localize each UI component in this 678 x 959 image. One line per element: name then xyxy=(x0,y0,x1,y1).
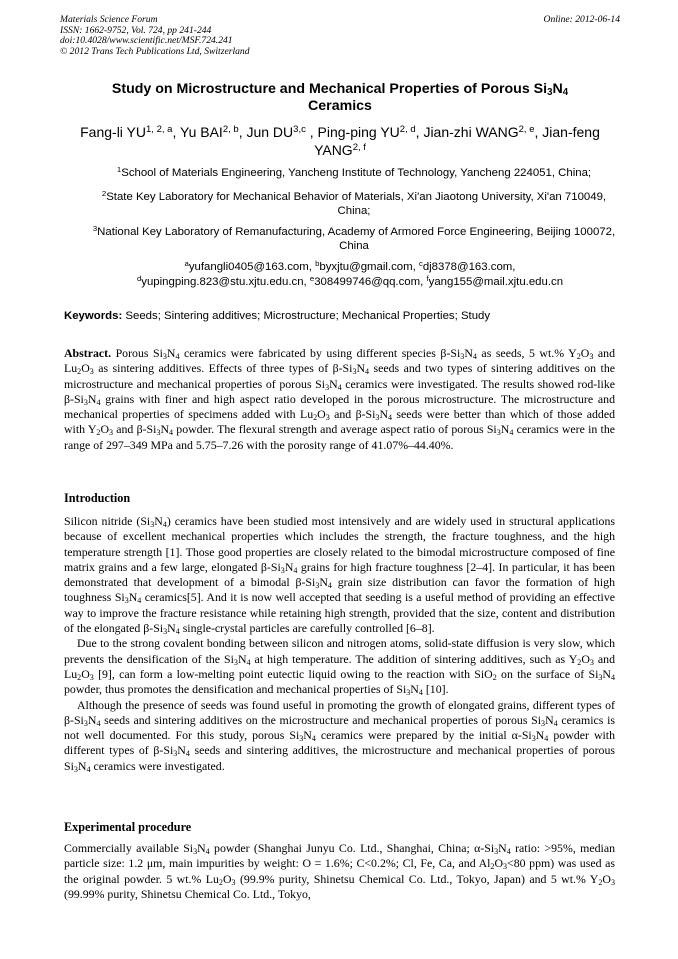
online-date: Online: 2012-06-14 xyxy=(543,14,620,25)
keywords xyxy=(64,310,624,322)
author: Ping-ping YU xyxy=(317,124,400,140)
paragraph: Silicon nitride $(Si_3N_4)$ ceramics have been studied most intensively and are widely used in structural applications because of excellent mechanical properties which includes the strength, the fracture toughness, and the high temperature strength [1]. Those good properties are closely related to the bimodal microstructure composed of fine matrix grains and a few large, elongated $\beta-Si_3N_4$ grains for high fracture toughness [2–4]. In particular, it has been demonstrated that development of a bimodal $\beta-Si_3N_4$ grain size distribution can favor the formation of high toughness $Si_3N_4$ ceramics[5]. And it is now well accepted that seeding is a useful method of providing an effective way to improve the fracture resistance while retaining high strength, provided that the size, content and distribution of the elongated $\beta-Si_3N_4$ single-crystal particles are carefully controlled [6–8]. xyxy=(64,514,615,636)
abstract-label: Abstract. xyxy=(64,346,112,360)
email-link[interactable]: dj8378@163.com, xyxy=(422,261,516,273)
email-list: $^a$yufangli0405@163.com, $^b$byxjtu@gmail.com, $^c$dj8378@163.com, $^d$yupingping.823@stu.xjtu.edu.cn, $^e$308499746@qq.com, $^f$yang155@mail.xjtu.edu.cn xyxy=(136,258,564,288)
author: Yu BAI xyxy=(180,124,223,140)
copyright-line: © 2012 Trans Tech Publications Ltd, Switzerland xyxy=(60,45,250,57)
section-heading-experimental: Experimental procedure xyxy=(64,820,192,834)
author-list: Fang-li YU$^{1, 2, a}$, Yu BAI$^{2, b}$, Jun DU$^{3,c}$ , Ping-ping YU$^{2, d}$, Jian-zhi WANG$^{2, e}$, Jian-feng YANG$^{2, f}$ xyxy=(80,123,600,158)
abstract-text: Porous $Si_3N_4$ ceramics were fabricated by using different species $\beta-Si_3N_4$ as seeds, 5 wt.% $Y_2O_3$ and $Lu_2O_3$ as sintering additives. Effects of three types of $\beta-Si_3N_4$ seeds and two types of sintering additives on the microstructure and mechanical properties of porous $Si_3N_4$ ceramics were investigated. The results showed rod-like $\beta-Si_3N_4$ grains with finer and high aspect ratio developed in the porous microstructure. The microstructure and mechanical properties of specimens added with $Lu_2O_3$ and $\beta-Si_3N_4$ seeds were better than which of those added with $Y_2O_3$ and $\beta-Si_3N_4$ powder. The flexural strength and average aspect ratio of porous $Si_3N_4$ ceramics were in the range of 297–349 MPa and 5.75–7.26 with the porosity range of 41.07%–44.40%. xyxy=(64,346,616,452)
paper-title: Study on Microstructure and Mechanical Properties of Porous $Si_3N_4$ Ceramics xyxy=(111,81,569,114)
issn-line: ISSN: 1662-9752, Vol. 724, pp 241-244 xyxy=(60,24,212,36)
paragraph: Commercially available $Si_3N_4$ powder (Shanghai Junyu Co. Ltd., Shanghai, China; $\alpha-Si_3N_4$ ratio: >95%, median particle size: 1.2 μm, main impurities by weight: O = 1.6%; C<0.2%; Cl, Fe, Ca, and $Al_2O_3<80$ ppm) was used as the original powder. 5 wt.% $Lu_2O_3$ (99.9% purity, Shinetsu Chemical Co. Ltd., Tokyo, Japan) and 5 wt.% $Y_2O_3$ (99.99% purity, Shinetsu Chemical Co. Ltd., Tokyo, xyxy=(64,841,615,901)
running-header xyxy=(60,15,620,57)
author: Fang-li YU xyxy=(80,124,147,140)
section-heading-introduction: Introduction xyxy=(64,491,131,505)
affiliation: $^3$National Key Laboratory of Remanufacturing, Academy of Armored Force Engineering, Beijing 100072, China xyxy=(92,223,616,252)
affiliation: $^1$School of Materials Engineering, Yancheng Institute of Technology, Yancheng 224051, China; xyxy=(116,164,592,179)
keywords-label: Keywords: xyxy=(64,310,123,322)
email-link[interactable]: yupingping.823@stu.xjtu.edu.cn, xyxy=(141,275,307,288)
author: Jian-zhi WANG xyxy=(423,124,519,140)
author: Jian-feng YANG xyxy=(314,124,600,158)
paragraph: Due to the strong covalent bonding between silicon and nitrogen atoms, solid-state diffusion is very slow, which prevents the densification of the $Si_3N_4$ at high temperature. The addition of sintering additives, such as $Y_2O_3$ and $Lu_2O_3$ [9], can form a low-melting point eutectic liquid owing to the reaction with SiO$_2$ on the surface of $Si_3N_4$ powder, thus promotes the densification and mechanical properties of $Si_3N_4$ [10]. xyxy=(64,636,615,698)
journal-name: Materials Science Forum xyxy=(60,14,158,25)
doi-line: doi:10.4028/www.scientific.net/MSF.724.241 xyxy=(60,35,233,47)
introduction-body xyxy=(64,514,615,774)
affiliation: $^2$State Key Laboratory for Mechanical Behavior of Materials, Xi'an Jiaotong University, Xi'an 710049, China; xyxy=(101,188,607,217)
email-link[interactable]: yang155@mail.xjtu.edu.cn xyxy=(428,275,564,288)
paragraph: Although the presence of seeds was found useful in promoting the growth of elongated grains, different types of $\beta-Si_3N_4$ seeds and sintering additives on the microstructure and mechanical properties of porous $Si_3N_4$ ceramics is not well documented. For this study, porous $Si_3N_4$ ceramics were prepared by the initial $\alpha-Si_3N_4$ powder with different types of $\beta-Si_3N_4$ seeds and sintering additives, the microstructure and mechanical properties of porous $Si_3N_4$ ceramics were investigated. xyxy=(64,697,615,774)
email-link[interactable]: byxjtu@gmail.com, xyxy=(319,261,416,273)
email-link[interactable]: 308499746@qq.com, xyxy=(314,275,424,288)
keywords-text: Seeds; Sintering additives; Microstructure; Mechanical Properties; Study xyxy=(125,310,491,322)
abstract xyxy=(64,346,615,453)
experimental-body xyxy=(64,841,615,902)
author: Jun DU xyxy=(246,124,294,140)
email-link[interactable]: yufangli0405@163.com, xyxy=(188,261,312,273)
